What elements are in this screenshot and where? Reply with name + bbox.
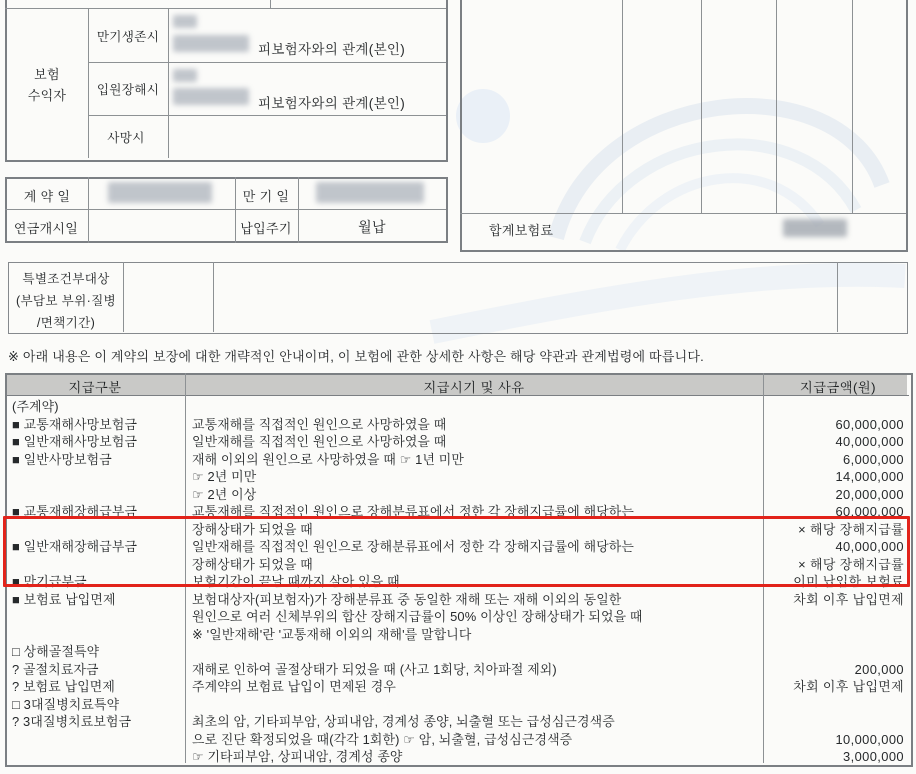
contract-date-label: 계 약 일 [23,189,71,204]
benefit-line-c1-14: □ 상해골절특약 [12,644,100,659]
benefit-line-c1-17: □ 3대질병치료특약 [12,696,120,712]
table-border [88,177,89,243]
relation-text: 피보험자와의 관계(본인) [258,96,406,111]
table-border [5,8,446,9]
benefits-header-amount: 지급금액(원) [800,380,876,395]
premium-table-border [460,0,908,252]
benefit-line-c3-6: 60,000,000 [835,504,904,519]
benefit-line-c2-12: 원인으로 여러 신체부위의 합산 장해지급률이 50% 이상인 장해상태가 되었을 때 [192,609,643,624]
benefits-header-timing: 지급시기 및 사유 [423,380,525,395]
benefit-line-c3-1: 60,000,000 [835,416,904,432]
benefit-line-c2-5: ☞ 2년 이상 [192,486,257,502]
maturity-date-label: 만 기 일 [242,189,290,204]
benefit-line-c3-2: 40,000,000 [835,434,904,449]
notice-text: ※ 아래 내용은 이 계약의 보장에 대한 개략적인 안내이며, 이 보험에 관한 상세한 사항은 해당 약관과 관계법령에 따릅니다. [8,349,704,364]
benefit-line-c1-19 [12,731,184,749]
benefit-line-c2-7: 장해상태가 되었을 때 [192,521,313,537]
table-border [88,62,446,63]
benefit-line-c3-18 [766,713,904,731]
benefit-line-c1-8: ■ 일반재해장해급부금 [12,539,138,554]
table-border [270,0,271,8]
beneficiary-table-border [5,0,448,162]
table-border [622,0,623,213]
special-condition-label: (부담보 부위·질병 [15,294,117,308]
benefit-line-c2-1: 교통재해를 직접적인 원인으로 사망하였을 때 [192,416,447,432]
beneficiary-group-label: 수익자 [27,88,67,103]
redacted-value-blur [316,182,424,203]
special-condition-label: 특별조건부대상 [22,272,110,286]
table-border [88,8,89,158]
benefit-line-c2-20: ☞ 기타피부암, 상피내암, 경계성 종양 [192,749,403,764]
benefit-line-c2-11: 보험대상자(피보험자)가 장해분류표 중 동일한 재해 또는 재해 이외의 동일한 [192,591,622,607]
benefit-line-c2-8: 일반재해를 직접적인 원인으로 장해분류표에서 정한 각 장해지급률에 해당하는 [192,539,634,554]
relation-text: 피보험자와의 관계(본인) [258,42,406,57]
benefit-line-c3-9: × 해당 장해지급률 [798,556,904,572]
benefit-line-c3-4: 14,000,000 [835,469,904,484]
redacted-value-blur [173,35,249,52]
benefit-line-c1-12 [12,608,184,626]
benefit-line-c1-4 [12,468,184,486]
benefit-line-c3-8: 40,000,000 [835,539,904,554]
benefit-line-c3-15: 200,000 [854,661,904,677]
beneficiary-row-label: 입원장해시 [96,83,160,97]
beneficiary-row-label: 사망시 [107,131,145,145]
benefit-line-c2-19: 으로 진단 확정되었을 때(각각 1회한) ☞ 암, 뇌출혈, 급성심근경색증 [192,731,573,747]
benefit-line-c2-6: 교통재해를 직접적인 원인으로 장해분류표에서 정한 각 장해지급률에 해당하는 [192,504,634,519]
benefit-line-c1-15: ? 골절치료자금 [12,661,99,677]
benefit-line-c1-18: ? 3대질병치료보험금 [12,714,132,729]
benefit-line-c3-14 [766,643,904,661]
table-border [298,177,299,243]
benefit-line-c1-13 [12,626,184,644]
redacted-value-blur [173,69,197,82]
benefit-line-c1-10: ■ 만기급부금 [12,574,87,589]
benefit-line-c3-12 [766,608,904,626]
benefit-line-c1-11: ■ 보험료 납입면제 [12,591,116,607]
benefit-line-c2-17 [192,696,758,714]
benefit-line-c2-16: 주계약의 보험료 납입이 면제된 경우 [192,679,396,694]
table-border [701,0,702,213]
benefit-line-c2-0 [192,398,758,416]
benefit-line-c1-20 [12,748,184,766]
benefit-line-c2-13: ※ '일반재해'란 '교통재해 이외의 재해'를 말합니다 [192,626,472,642]
red-highlight-box [3,516,910,587]
benefit-line-c3-19: 10,000,000 [835,731,904,747]
benefits-header-category: 지급구분 [68,380,122,395]
benefit-line-c3-11: 차회 이후 납입면제 [793,591,904,607]
benefit-line-c2-18: 최초의 암, 기타피부암, 상피내암, 경계성 종양, 뇌출혈 또는 급성심근경색증 [192,714,615,729]
table-border [837,262,838,332]
benefit-line-c1-2: ■ 일반재해사망보험금 [12,434,138,449]
benefit-line-c1-0: (주계약) [12,399,59,414]
pension-start-label: 연금개시일 [13,221,79,236]
table-border [213,262,214,332]
redacted-value-blur [173,15,197,28]
table-border [460,213,906,214]
payment-cycle-label: 납입주기 [240,221,292,236]
benefit-line-c3-20: 3,000,000 [843,749,904,764]
beneficiary-row-label: 만기생존시 [96,30,160,44]
benefit-line-c1-6: ■ 교통재해장해급부금 [12,504,138,519]
benefit-line-c3-0 [766,398,904,416]
benefit-line-c2-10: 보험기간이 끝날 때까지 살아 있을 때 [192,574,400,589]
redacted-value-blur [783,219,847,237]
benefit-line-c1-1: ■ 교통재해사망보험금 [12,416,138,432]
table-border [5,209,446,210]
benefit-line-c2-3: 재해 이외의 원인으로 사망하였을 때 ☞ 1년 미만 [192,451,464,467]
special-condition-label: /면책기간) [36,316,96,330]
benefit-line-c3-7: × 해당 장해지급률 [798,521,904,537]
benefit-line-c3-5: 20,000,000 [835,486,904,502]
benefit-line-c2-2: 일반재해를 직접적인 원인으로 사망하였을 때 [192,434,447,449]
benefit-line-c3-17 [766,696,904,714]
special-condition-box-border [8,262,908,334]
payment-cycle-value: 월납 [358,219,386,235]
benefit-line-c3-3: 6,000,000 [843,451,904,467]
benefit-line-c1-16: ? 보험료 납입면제 [12,679,115,694]
benefit-line-c1-3: ■ 일반사망보험금 [12,451,112,467]
benefit-line-c2-9: 장해상태가 되었을 때 [192,556,313,572]
total-premium-label: 합계보험료 [489,223,554,238]
benefit-line-c1-5 [12,486,184,504]
table-border [88,115,446,116]
beneficiary-group-label: 보험 [34,67,60,82]
benefit-line-c2-15: 재해로 인하여 골절상태가 되었을 때 (사고 1회당, 치아파절 제외) [192,661,557,677]
benefit-line-c3-16: 차회 이후 납입면제 [793,679,904,694]
table-border [235,177,236,243]
benefit-line-c3-10: 이미 납입한 보험료 [793,574,904,589]
redacted-value-blur [108,182,212,203]
table-border [776,0,777,213]
benefit-line-c2-4: ☞ 2년 미만 [192,469,257,484]
benefit-line-c3-13 [766,626,904,644]
table-border [123,262,124,332]
table-border [168,8,169,158]
redacted-value-blur [173,88,249,105]
table-border [852,0,853,213]
benefit-line-c2-14 [192,643,758,661]
